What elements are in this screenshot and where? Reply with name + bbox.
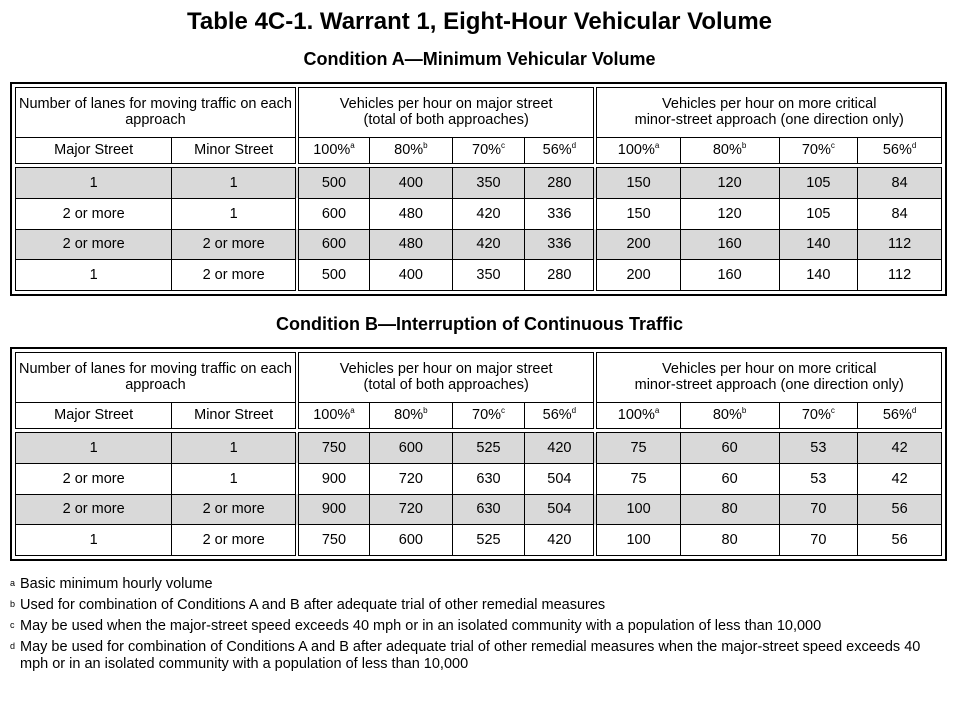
percent-header-d (858, 137, 942, 163)
major-lanes-cell: 2 or more (16, 229, 172, 260)
footnote-mark: b (10, 599, 16, 609)
major-volume-cell: 280 (525, 168, 596, 199)
minor-volume-cell: 56 (858, 525, 942, 556)
minor-volume-cell: 42 (858, 463, 942, 494)
table-row (16, 525, 942, 556)
major-volume-cell: 750 (297, 525, 370, 556)
minor-lanes-cell: 2 or more (172, 494, 297, 525)
minor-volume-cell: 112 (858, 229, 942, 260)
percent-header-c (779, 137, 858, 163)
footnote-mark: a (654, 141, 660, 151)
footnote-mark: c (501, 141, 506, 151)
minor-volume-cell: 42 (858, 433, 942, 464)
minor-volume-cell: 70 (779, 494, 858, 525)
footnote-mark: a (350, 406, 355, 416)
minor-lanes-cell: 1 (172, 463, 297, 494)
major-volume-cell: 600 (370, 525, 453, 556)
percent-label: 56% (882, 142, 912, 159)
major-volume-cell: 420 (452, 198, 525, 229)
major-volume-cell: 420 (525, 525, 596, 556)
major-lanes-cell: 1 (16, 433, 172, 464)
major-street-header: Major Street (16, 402, 172, 428)
minor-volume-cell: 84 (858, 168, 942, 199)
footnotes (10, 576, 950, 677)
footnote-text: May be used when the major-street speed exceeds 40 mph or in an isolated community with a population of less than 10,000 (20, 618, 822, 634)
footnote-mark: c (830, 141, 835, 151)
major-volume-cell: 504 (525, 494, 596, 525)
major-volume-cell: 500 (297, 168, 370, 199)
percent-label: 80% (712, 142, 742, 159)
minor-volume-cell: 75 (595, 463, 680, 494)
footnote-mark: c (501, 406, 506, 416)
volume-table (15, 352, 942, 556)
major-volume-cell: 630 (452, 494, 525, 525)
major-volume-cell: 900 (297, 463, 370, 494)
minor-volume-cell: 120 (680, 198, 779, 229)
major-volume-cell: 400 (370, 168, 453, 199)
percent-header-a (297, 137, 370, 163)
major-volume-cell: 400 (370, 260, 453, 291)
major-volume-cell: 630 (452, 463, 525, 494)
percent-header-c (452, 137, 525, 163)
major-group-line2: (total of both approaches) (363, 377, 529, 394)
major-volume-cell: 900 (297, 494, 370, 525)
minor-volume-cell: 80 (680, 525, 779, 556)
major-volume-cell: 720 (370, 463, 453, 494)
minor-group-line1: Vehicles per hour on more critical (662, 361, 877, 378)
footnote-mark: d (911, 406, 917, 416)
footnote-mark: d (10, 641, 16, 651)
major-lanes-cell: 1 (16, 168, 172, 199)
major-group-line1: Vehicles per hour on major street (339, 361, 553, 378)
percent-label: 56% (882, 407, 912, 424)
minor-volume-cell: 70 (779, 525, 858, 556)
major-lanes-cell: 2 or more (16, 494, 172, 525)
condition-a-heading: Condition A—Minimum Vehicular Volume (303, 49, 656, 69)
major-volume-cell: 420 (452, 229, 525, 260)
major-volume-cell: 525 (452, 433, 525, 464)
minor-volume-cell: 56 (858, 494, 942, 525)
percent-header-c (779, 402, 858, 428)
percent-label: 100% (313, 407, 351, 424)
footnote-mark: b (741, 406, 747, 416)
major-volume-cell: 600 (297, 229, 370, 260)
percent-header-a (595, 402, 680, 428)
footnote-d (10, 639, 950, 673)
percent-header-b (370, 402, 453, 428)
major-volume-cell: 350 (452, 260, 525, 291)
footnote-text: May be used for combination of Conditions A and B after adequate trial of other remedial measures when the major-street speed exceeds 40 mph or in an isolated community with a population of less than 10,000 (20, 639, 921, 672)
major-group-line1: Vehicles per hour on major street (339, 96, 553, 113)
percent-header-c (452, 402, 525, 428)
percent-header-a (595, 137, 680, 163)
volume-table (15, 87, 942, 291)
minor-volume-cell: 112 (858, 260, 942, 291)
minor-volume-group-header (595, 88, 941, 138)
minor-street-header: Minor Street (172, 137, 297, 163)
minor-volume-cell: 140 (779, 260, 858, 291)
table-row (16, 198, 942, 229)
minor-volume-cell: 105 (779, 168, 858, 199)
major-lanes-cell: 2 or more (16, 198, 172, 229)
footnote-mark: b (423, 406, 428, 416)
footnote-mark: a (10, 578, 16, 588)
major-volume-cell: 750 (297, 433, 370, 464)
table-row (16, 463, 942, 494)
percent-header-b (680, 402, 779, 428)
percent-label: 56% (542, 407, 572, 424)
minor-volume-cell: 53 (779, 433, 858, 464)
percent-label: 100% (313, 142, 351, 159)
percent-label: 70% (801, 142, 831, 159)
minor-volume-cell: 75 (595, 433, 680, 464)
minor-lanes-cell: 2 or more (172, 525, 297, 556)
table-row (16, 494, 942, 525)
table-row (16, 260, 942, 291)
percent-label: 70% (801, 407, 831, 424)
major-volume-cell: 600 (370, 433, 453, 464)
minor-volume-cell: 200 (595, 260, 680, 291)
minor-lanes-cell: 1 (172, 168, 297, 199)
minor-lanes-cell: 2 or more (172, 260, 297, 291)
minor-group-line2: minor-street approach (one direction only) (634, 112, 904, 129)
major-volume-cell: 336 (525, 198, 596, 229)
footnote-mark: d (911, 141, 917, 151)
minor-volume-cell: 80 (680, 494, 779, 525)
footnote-mark: a (654, 406, 660, 416)
major-lanes-cell: 1 (16, 260, 172, 291)
minor-volume-cell: 150 (595, 198, 680, 229)
minor-volume-cell: 84 (858, 198, 942, 229)
minor-volume-cell: 140 (779, 229, 858, 260)
minor-lanes-cell: 1 (172, 198, 297, 229)
footnote-text: Used for combination of Conditions A and B after adequate trial of other remedial measures (20, 597, 606, 613)
minor-volume-cell: 105 (779, 198, 858, 229)
major-volume-cell: 480 (370, 229, 453, 260)
percent-header-d (525, 402, 596, 428)
major-volume-cell: 350 (452, 168, 525, 199)
major-volume-cell: 600 (297, 198, 370, 229)
major-volume-group-header (297, 353, 596, 403)
lanes-group-header: Number of lanes for moving traffic on each approach (16, 353, 297, 403)
table-title: Table 4C-1. Warrant 1, Eight-Hour Vehicular Volume (187, 8, 772, 35)
footnote-c (10, 618, 950, 635)
minor-volume-cell: 120 (680, 168, 779, 199)
percent-header-a (297, 402, 370, 428)
table-row (16, 433, 942, 464)
footnote-mark: d (571, 141, 577, 151)
minor-group-line2: minor-street approach (one direction only) (634, 377, 904, 394)
major-lanes-cell: 2 or more (16, 463, 172, 494)
minor-volume-cell: 100 (595, 525, 680, 556)
percent-label: 80% (394, 407, 424, 424)
minor-volume-cell: 100 (595, 494, 680, 525)
minor-lanes-cell: 1 (172, 433, 297, 464)
footnote-mark: a (350, 141, 355, 151)
footnote-mark: c (10, 620, 15, 630)
minor-group-line1: Vehicles per hour on more critical (662, 96, 877, 113)
minor-volume-cell: 60 (680, 433, 779, 464)
percent-header-b (370, 137, 453, 163)
major-street-header: Major Street (16, 137, 172, 163)
percent-label: 70% (472, 142, 502, 159)
condition-b-heading: Condition B—Interruption of Continuous Traffic (276, 314, 683, 334)
footnote-text: Basic minimum hourly volume (20, 576, 213, 592)
minor-volume-cell: 150 (595, 168, 680, 199)
minor-volume-cell: 160 (680, 229, 779, 260)
minor-volume-cell: 200 (595, 229, 680, 260)
footnote-mark: d (571, 406, 577, 416)
minor-volume-cell: 160 (680, 260, 779, 291)
lanes-group-header: Number of lanes for moving traffic on each approach (16, 88, 297, 138)
minor-volume-cell: 53 (779, 463, 858, 494)
percent-label: 100% (617, 407, 655, 424)
percent-label: 80% (394, 142, 424, 159)
major-volume-cell: 504 (525, 463, 596, 494)
percent-label: 56% (542, 142, 572, 159)
major-volume-cell: 336 (525, 229, 596, 260)
footnote-a (10, 576, 950, 593)
footnote-mark: b (741, 141, 747, 151)
major-group-line2: (total of both approaches) (363, 112, 529, 129)
minor-lanes-cell: 2 or more (172, 229, 297, 260)
minor-volume-cell: 60 (680, 463, 779, 494)
major-volume-cell: 480 (370, 198, 453, 229)
footnote-b (10, 597, 950, 614)
table-row (16, 168, 942, 199)
major-volume-cell: 500 (297, 260, 370, 291)
major-lanes-cell: 1 (16, 525, 172, 556)
condition-a-table (10, 82, 947, 296)
percent-label: 80% (712, 407, 742, 424)
percent-header-b (680, 137, 779, 163)
major-volume-cell: 525 (452, 525, 525, 556)
minor-volume-group-header (595, 353, 941, 403)
percent-label: 70% (472, 407, 502, 424)
major-volume-cell: 420 (525, 433, 596, 464)
table-row (16, 229, 942, 260)
footnote-mark: b (423, 141, 428, 151)
footnote-mark: c (830, 406, 835, 416)
major-volume-group-header (297, 88, 596, 138)
major-volume-cell: 720 (370, 494, 453, 525)
percent-header-d (858, 402, 942, 428)
condition-b-table (10, 347, 947, 561)
percent-label: 100% (617, 142, 655, 159)
percent-header-d (525, 137, 596, 163)
major-volume-cell: 280 (525, 260, 596, 291)
minor-street-header: Minor Street (172, 402, 297, 428)
